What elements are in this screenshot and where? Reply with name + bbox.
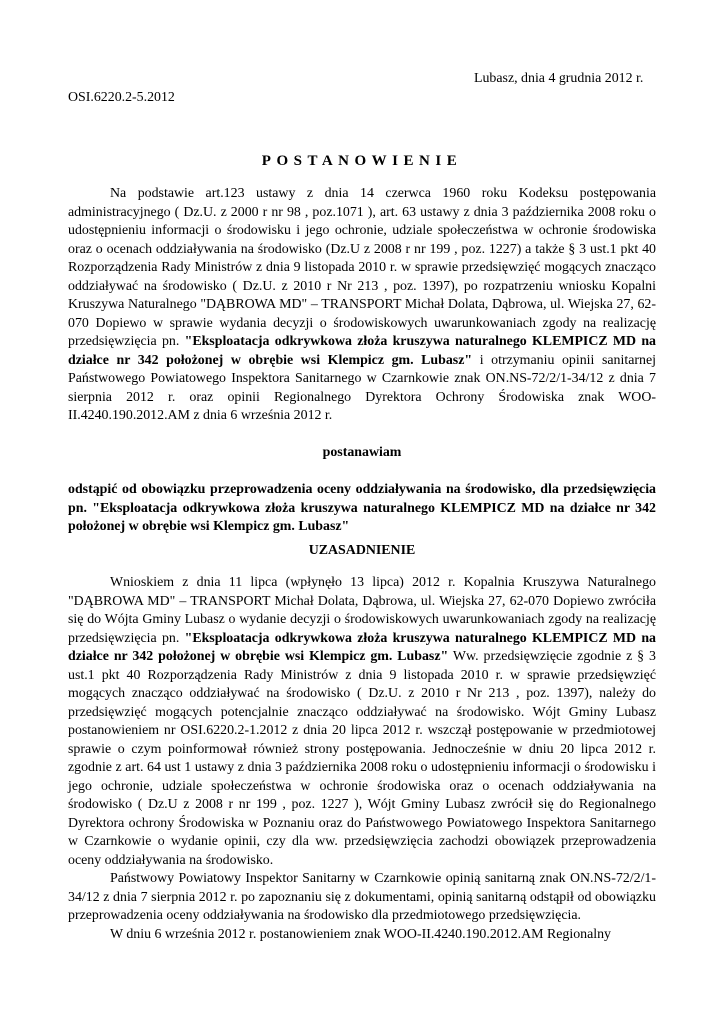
reasoning-paragraph-1 <box>68 574 656 870</box>
reasoning-paragraph-2: Państwowy Powiatowy Inspektor Sanitarny w Czarnkowie opinią sanitarną znak ON.NS-72/2/1-34/12 z dnia 7 sierpnia 2012 r. po zapoznaniu się z dokumentami, opinią sanitarną odstąpił od obowiązku przeprowadzenia oceny oddziaływania na środowisko dla przedmiotowego przedsięwzięcia. <box>68 871 656 923</box>
reasoning-p1-intro: Wnioskiem z dnia 11 lipca (wpłynęło 13 lipca) 2012 r. Kopalnia Kruszywa Naturalnego "DĄBROWA MD" – TRANSPORT Michał Dolata, Dąbrowa, ul. Wiejska 27, 62-070 Dopiewo zwróciła się do Wójta Gminy Lubasz o wydanie decyzji o środowiskowych uwarunkowaniach zgody na realizację przedsięwzięcia pn. <box>68 575 656 646</box>
reasoning-section <box>68 574 656 944</box>
decision-paragraph <box>68 481 656 537</box>
legal-basis-continuation: i otrzymaniu opinii sanitarnej Państwowego Powiatowego Inspektora Sanitarnego w Czarnkowie znak ON.NS-72/2/1-34/12 z dnia 7 sierpnia 2012 r. oraz opinii Regionalnego Dyrektora Ochrony Środowiska znak WOO-II.4240.190.2012.AM z dnia 6 września 2012 r. <box>68 352 656 423</box>
reasoning-p1-continuation: Ww. przedsięwzięcie zgodnie z § 3 ust.1 pkt 40 Rozporządzenia Rady Ministrów z dnia 9 listopada 2010 r. w sprawie przedsięwzięć mogących znacząco oddziaływać na środowisko ( Dz.U. z 2010 r Nr 213 , poz. 1397), należy do przedsięwzięć mogących potencjalnie znacząco oddziaływać na środowisko. Wójt Gminy Lubasz postanowieniem nr OSI.6220.2-1.2012 z dnia 20 lipca 2012 r. wszczął postępowanie w przedmiotowej sprawie o czym poinformował również strony postępowania. Jednocześnie w dniu 20 lipca 2012 r. zgodnie z art. 64 ust 1 ustawy z dnia 3 października 2008 roku o udostępnieniu informacji o środowisku i jego ochronie, udziale społeczeństwa w ochronie środowiska oraz o ocenach oddziaływania na środowisko ( Dz.U z 2008 r nr 199 , poz. 1227 ), Wójt Gminy Lubasz zwrócił się do Regionalnego Dyrektora ochrony Środowiska w Poznaniu oraz do Państwowego Powiatowego Inspektora Sanitarnego w Czarnkowie o wydanie opinii, czy dla ww. przedsięwzięcia zachodzi obowiązek przeprowadzenia oceny oddziaływania na środowisko. <box>68 649 656 868</box>
reference-number: OSI.6220.2-5.2012 <box>68 90 175 105</box>
legal-basis-intro: Na podstawie art.123 ustawy z dnia 14 czerwca 1960 roku Kodeksu postępowania administracyjnego ( Dz.U. z 2000 r nr 98 , poz.1071 ), art. 63 ustawy z dnia 3 października 2008 roku o udostępnieniu informacji o środowisku i jego ochronie, udziale społeczeństwa w ochronie środowiska oraz o ocenach oddziaływania na środowisko (Dz.U z 2008 r nr 199 , poz. 1227) a także § 3 ust.1 pkt 40 Rozporządzenia Rady Ministrów z dnia 9 listopada 2010 r. w sprawie przedsięwzięć mogących znacząco oddziaływać na środowisko ( Dz.U. z 2010 r Nr 213 , poz. 1397), po rozpatrzeniu wniosku Kopalni Kruszywa Naturalnego "DĄBROWA MD" – TRANSPORT Michał Dolata, Dąbrowa, ul. Wiejska 27, 62-070 Dopiewo w sprawie wydania decyzji o środowiskowych uwarunkowaniach zgody na realizację przedsięwzięcia pn. <box>68 186 656 349</box>
legal-basis-text <box>68 185 656 426</box>
decision-heading: postanawiam <box>322 445 402 460</box>
document-title: POSTANOWIENIE <box>261 153 463 169</box>
reasoning-project-name: "Eksploatacja odkrywkowa złoża kruszywa naturalnego KLEMPICZ MD na działce nr 342 położonej w obrębie wsi Klempicz gm. Lubasz" <box>68 630 656 664</box>
document-date: Lubasz, dnia 4 grudnia 2012 r. <box>474 71 644 86</box>
reasoning-heading: UZASADNIENIE <box>308 543 416 558</box>
project-name: "Eksploatacja odkrywkowa złoża kruszywa naturalnego KLEMPICZ MD na działce nr 342 położonej w obrębie wsi Klempicz gm. Lubasz" <box>68 334 656 368</box>
reasoning-paragraph-3: W dniu 6 września 2012 r. postanowieniem znak WOO-II.4240.190.2012.AM Regionalny <box>110 926 612 942</box>
decision-text: odstąpić od obowiązku przeprowadzenia oceny oddziaływania na środowisko, dla przedsięwzięcia pn. "Eksploatacja odkrywkowa złoża kruszywa naturalnego KLEMPICZ MD na działce nr 342 położonej w obrębie wsi Klempicz gm. Lubasz" <box>68 482 656 534</box>
legal-basis-paragraph <box>68 185 656 426</box>
